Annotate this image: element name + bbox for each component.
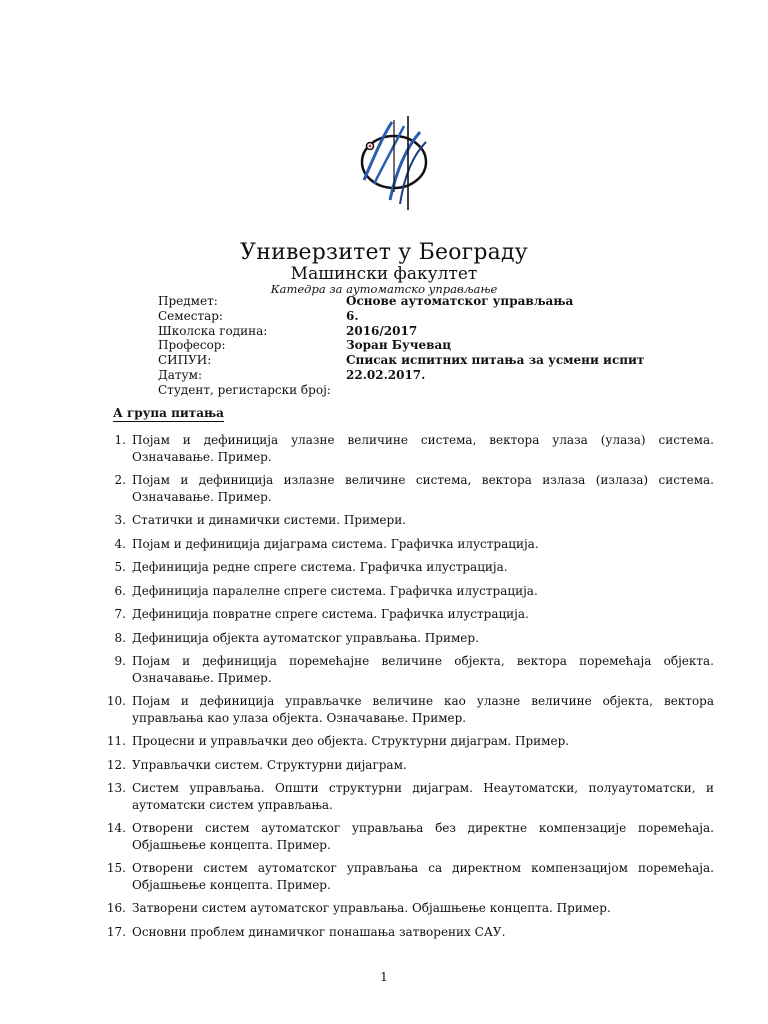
question-text: Дефиниција повратне спреге система. Графичка илустрација.	[132, 607, 529, 621]
question-number: 12.	[106, 757, 126, 772]
list-item	[92, 757, 714, 774]
section-title: А група питања	[113, 406, 224, 420]
info-label: Датум:	[158, 367, 202, 382]
question-text: Отворени систем аутоматског управљања без директне компензације поремећаја. Објашњење концепта. Пример.	[132, 821, 714, 852]
question-number: 1.	[114, 433, 126, 447]
question-text: Дефиниција објекта аутоматског управљања. Пример.	[132, 630, 479, 645]
question-text: Статички и динамички системи. Примери.	[132, 513, 407, 527]
info-label: Семестар:	[158, 308, 223, 323]
info-label: Професор:	[158, 338, 226, 353]
list-item	[92, 860, 714, 893]
question-number: 3.	[114, 513, 126, 527]
list-item	[92, 900, 714, 917]
question-list	[92, 432, 714, 940]
question-number: 14.	[106, 821, 126, 835]
question-number: 2.	[114, 473, 126, 487]
list-item	[92, 733, 714, 750]
list-item	[92, 432, 714, 465]
question-text: Дефиниција паралелне спреге система. Графичка илустрација.	[132, 583, 538, 598]
question-text: Дефиниција редне спреге система. Графичка илустрација.	[132, 560, 508, 574]
list-item	[92, 583, 714, 600]
list-item	[92, 820, 714, 853]
question-number: 17.	[106, 924, 126, 939]
question-text: Основни проблем динамичког понашања затворених САУ.	[132, 924, 506, 939]
list-item	[92, 693, 714, 726]
question-text: Појам и дефиниција дијаграма система. Графичка илустрација.	[132, 536, 539, 551]
info-value: Зоран Бучевац	[346, 338, 452, 353]
list-item	[92, 606, 714, 623]
question-number: 13.	[106, 781, 126, 795]
list-item	[92, 472, 714, 505]
info-value: Основе аутоматског управљања	[346, 294, 574, 308]
info-label: Студент, регистарски број:	[158, 382, 331, 397]
info-row-semester	[158, 309, 644, 324]
info-row-date	[158, 368, 644, 383]
list-item	[92, 780, 714, 813]
list-item	[92, 559, 714, 576]
question-number: 11.	[106, 734, 126, 748]
department-name: Катедра за аутоматско управљање	[270, 282, 498, 296]
page-number: 1	[380, 970, 388, 984]
question-number: 10.	[106, 694, 126, 708]
info-value: 22.02.2017.	[346, 367, 426, 382]
question-text: Појам и дефиниција излазне величине система, вектора излаза (излаза) система. Означавање. Пример.	[132, 473, 714, 504]
info-row-student	[158, 383, 644, 398]
info-value: 2016/2017	[346, 323, 418, 338]
question-text: Појам и дефиниција управљачке величине као улазне величине објекта, вектора управљања као улаза објекта. Означавање. Пример.	[132, 694, 714, 725]
list-item	[92, 536, 714, 553]
course-info	[158, 294, 644, 398]
question-number: 15.	[106, 861, 126, 875]
info-label: Школска година:	[158, 323, 268, 338]
info-label: СИПУИ:	[158, 353, 212, 368]
info-value: Списак испитних питања за усмени испит	[346, 353, 645, 368]
question-text: Затворени систем аутоматског управљања. Објашњење концепта. Пример.	[132, 901, 611, 915]
question-text: Појам и дефиниција улазне величине система, вектора улаза (улаза) система. Означавање. Пример.	[132, 433, 714, 464]
info-row-professor	[158, 338, 644, 353]
question-text: Отворени систем аутоматског управљања са директном компензацијом поремећаја. Објашњење концепта. Пример.	[132, 861, 714, 892]
faculty-name: Машински факултет	[290, 264, 478, 284]
faculty-logo	[354, 112, 434, 212]
question-text: Систем управљања. Општи структурни дијаграм. Неаутоматски, полуаутоматски, и аутоматски систем управљања.	[132, 781, 714, 812]
question-text: Процесни и управљачки део објекта. Структурни дијаграм. Пример.	[132, 734, 570, 748]
info-label: Предмет:	[158, 294, 218, 308]
list-item	[92, 512, 714, 529]
question-number: 16.	[106, 901, 126, 915]
info-value: 6.	[346, 308, 359, 323]
list-item	[92, 924, 714, 941]
question-text: Управљачки систем. Структурни дијаграм.	[132, 757, 407, 772]
question-number: 6.	[114, 583, 126, 598]
info-row-school-year	[158, 324, 644, 339]
list-item	[92, 630, 714, 647]
question-number: 5.	[114, 560, 126, 574]
question-number: 7.	[114, 607, 126, 621]
list-item	[92, 653, 714, 686]
question-text: Појам и дефиниција поремећајне величине објекта, вектора поремећаја објекта. Означавање. Пример.	[132, 654, 714, 685]
question-number: 8.	[114, 630, 126, 645]
university-name: Универзитет у Београду	[240, 240, 528, 265]
question-number: 4.	[114, 536, 126, 551]
question-number: 9.	[114, 654, 126, 668]
info-row-subject	[158, 294, 644, 309]
info-row-sipui	[158, 353, 644, 368]
